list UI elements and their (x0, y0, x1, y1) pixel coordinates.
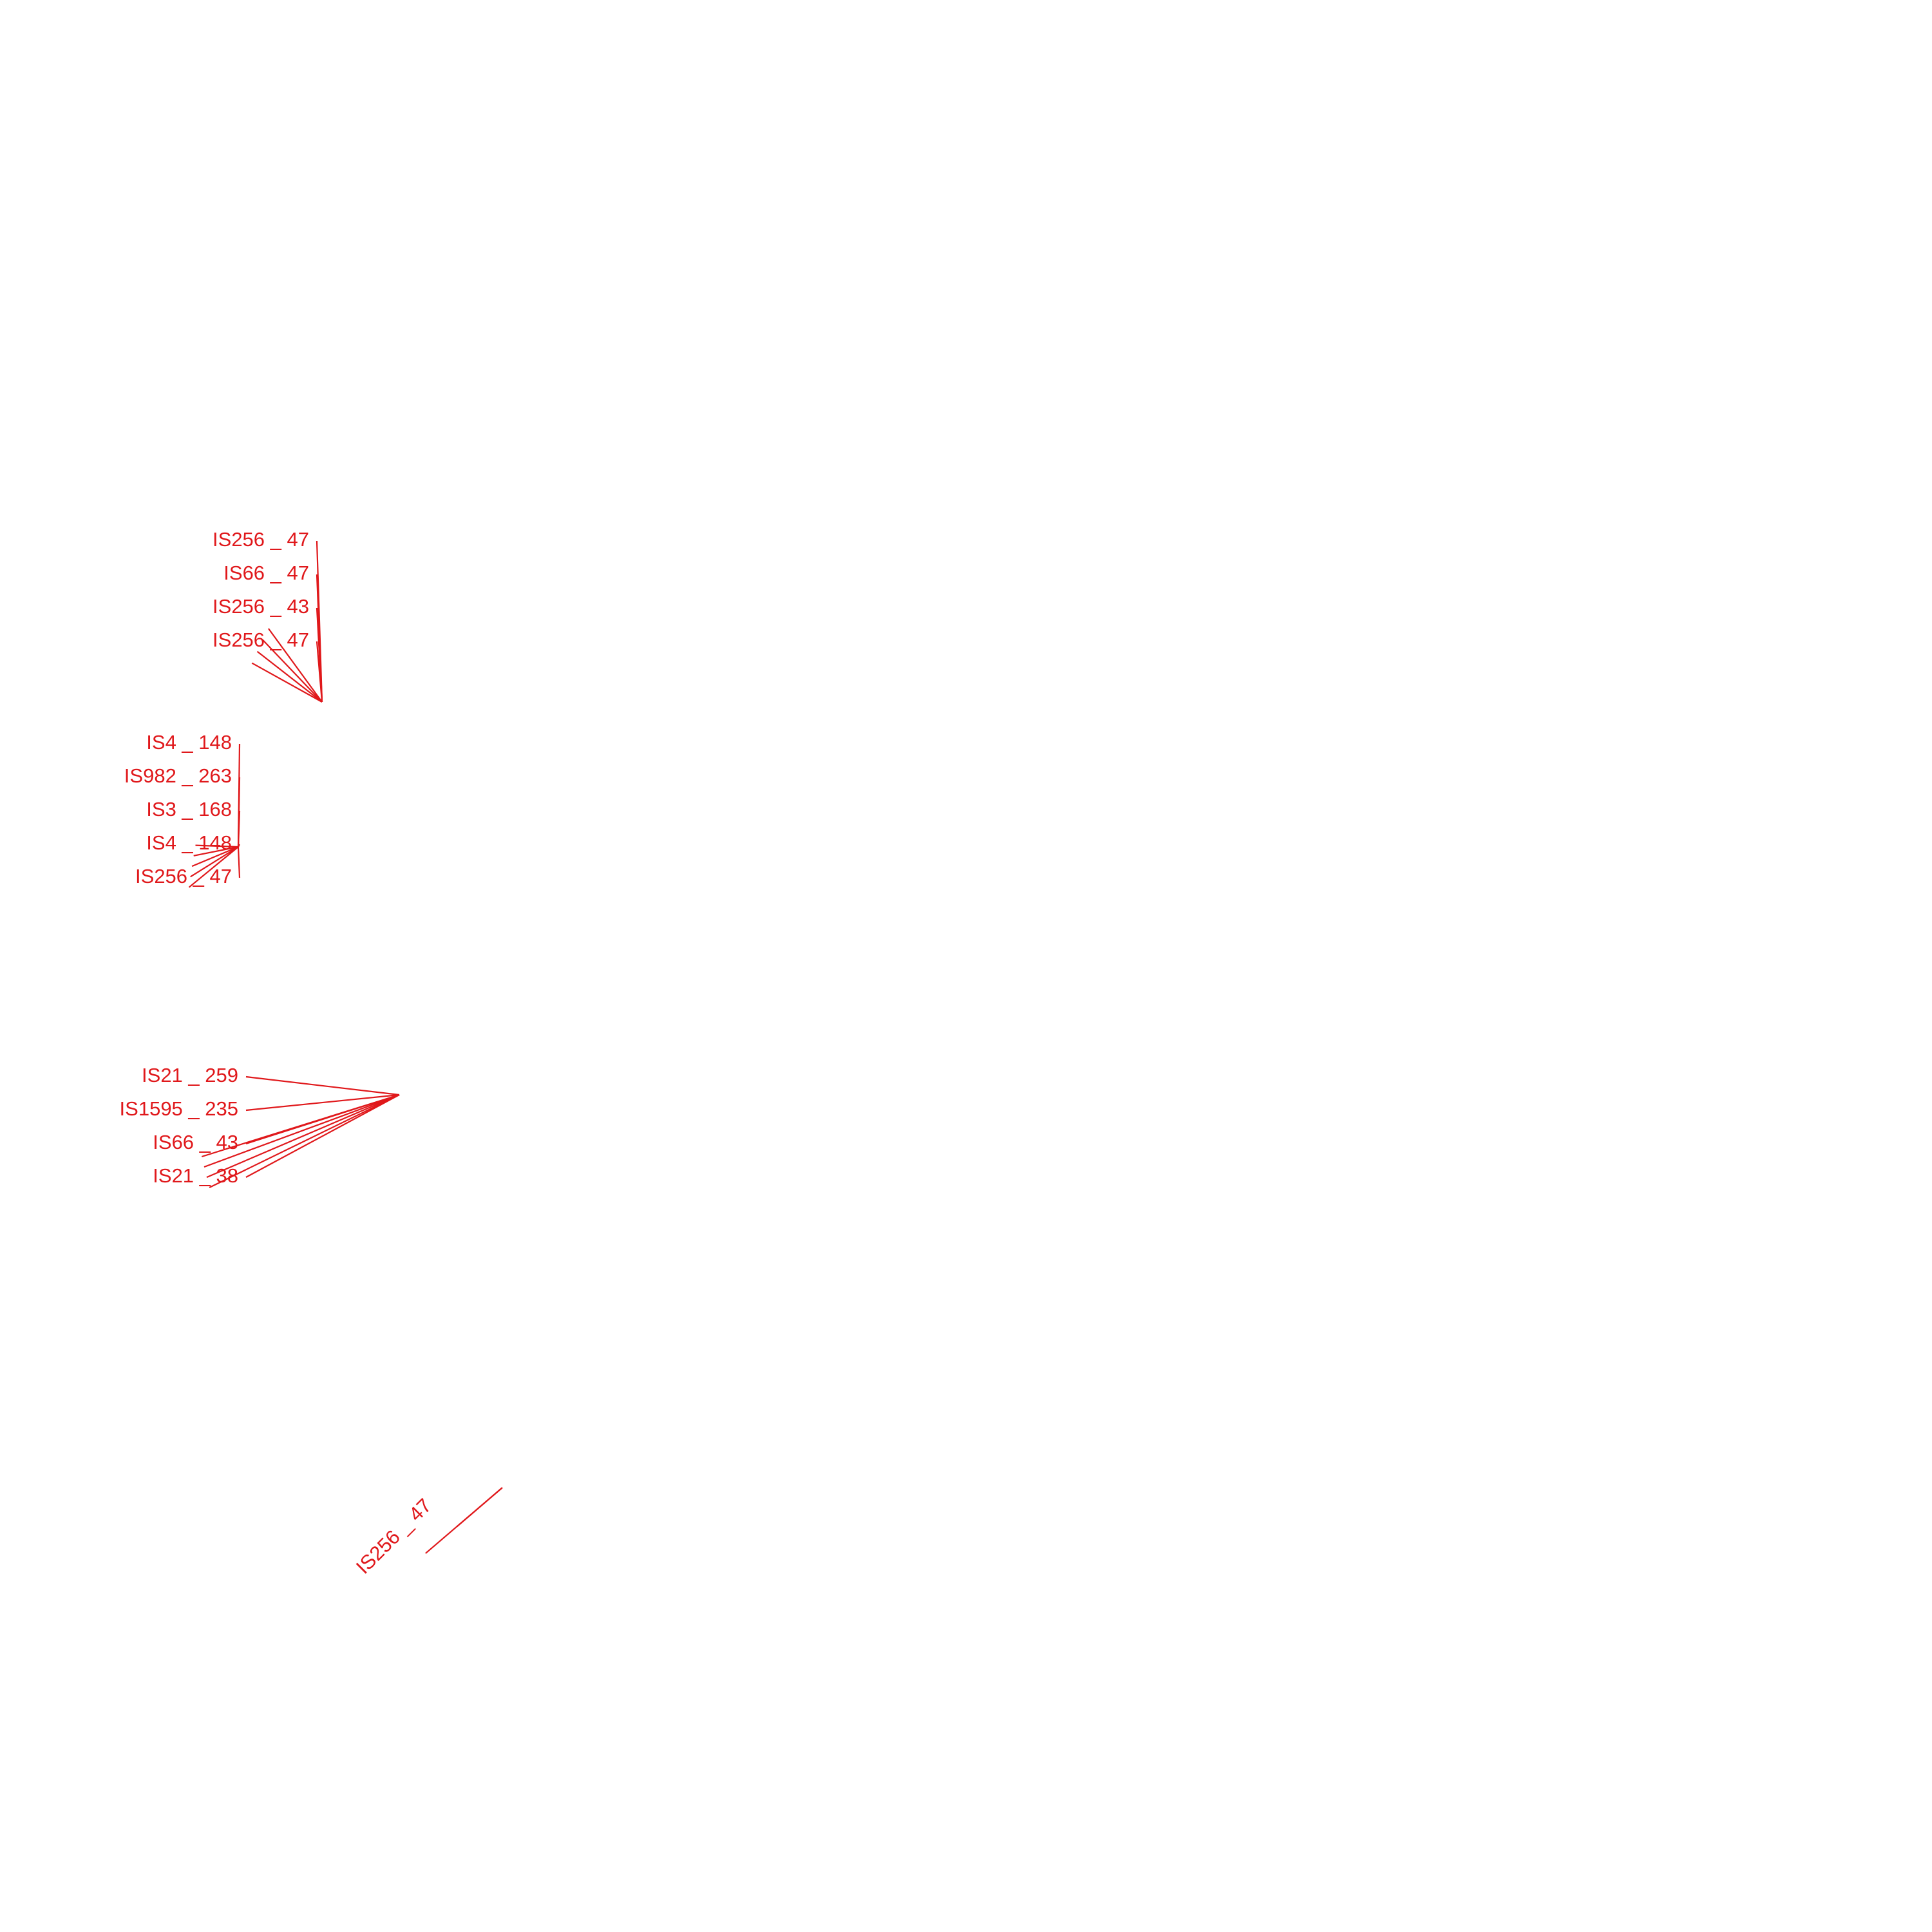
annotation-label: IS4 _ 148 (146, 731, 232, 754)
annotation-label: IS1595 _ 235 (119, 1097, 238, 1121)
annotation-label: IS256 _ 47 (213, 528, 309, 551)
annotation-label: IS21 _ 38 (153, 1164, 238, 1188)
annotation-label: IS4 _ 148 (146, 831, 232, 855)
annotation-label: IS3 _ 168 (146, 798, 232, 821)
is-label-group-left-2 (124, 731, 240, 887)
annotation-label: IS982 _ 263 (124, 764, 232, 788)
is-label-group-left-3 (213, 528, 322, 702)
annotation-label: IS256 _ 47 (213, 629, 309, 652)
is-label-group-bottom-left (352, 1488, 502, 1578)
annotation-label: IS256 _ 47 (135, 865, 232, 888)
is-label-group-left-1 (120, 1064, 399, 1188)
annotation-label: IS66 _ 43 (153, 1131, 238, 1154)
annotation-label: IS256 _ 47 (351, 1493, 436, 1578)
annotation-label: IS66 _ 47 (223, 562, 309, 585)
annotation-label: IS21 _ 259 (142, 1064, 238, 1087)
annotation-label: IS256 _ 43 (213, 595, 309, 618)
